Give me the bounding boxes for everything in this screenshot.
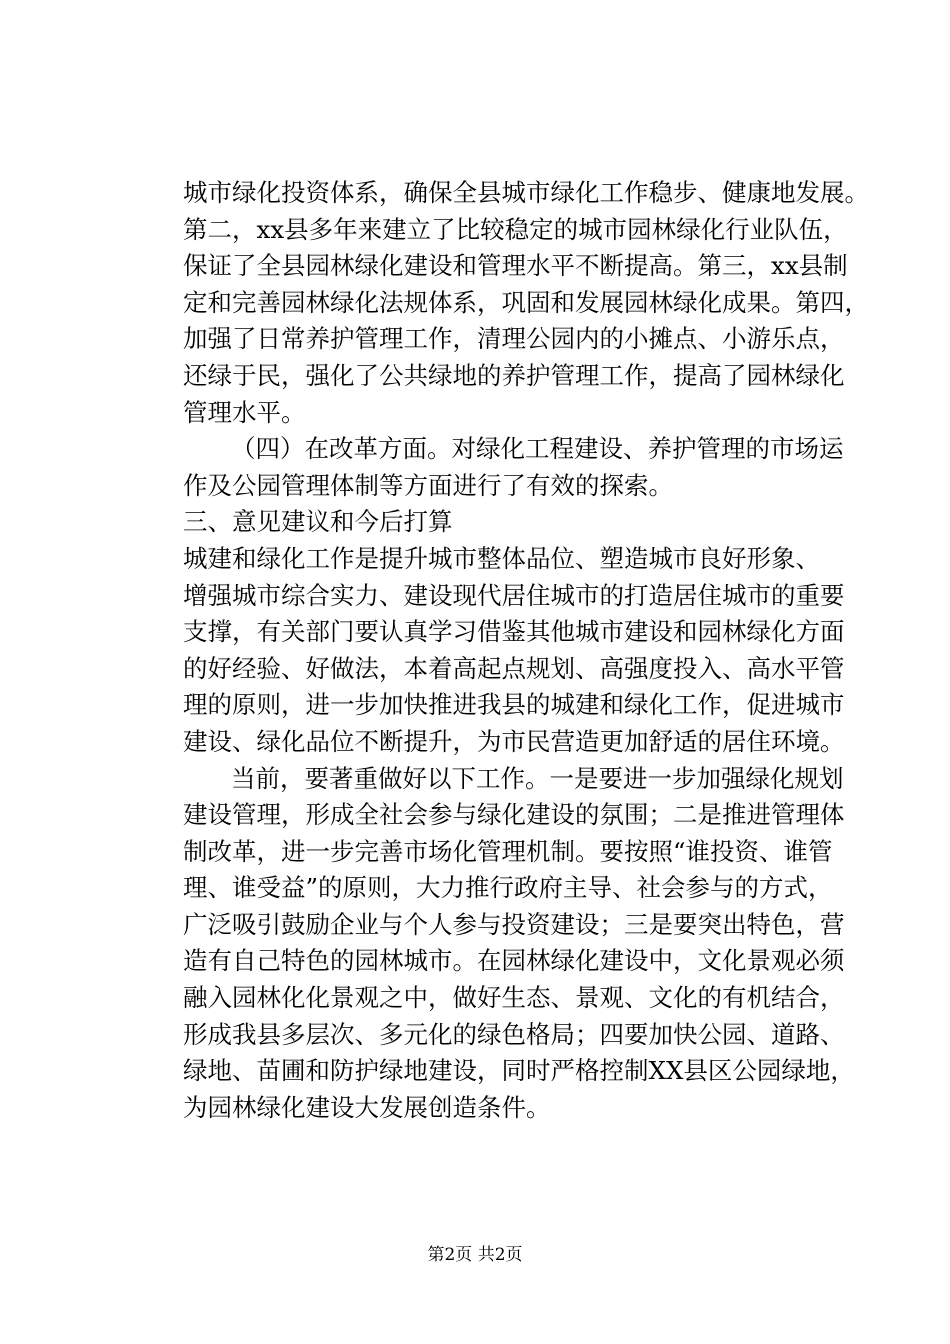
text-line: 理、谁受益”的原则，大力推行政府主导、社会参与的方式，	[183, 873, 833, 903]
section-heading-3: 三、意见建议和今后打算	[183, 507, 453, 537]
page-footer: 第2页 共2页	[427, 1245, 523, 1265]
text-line: 造有自己特色的园林城市。在园林绿化建设中，文化景观必须	[183, 946, 845, 976]
text-line: 为园林绿化建设大发展创造条件。	[183, 1092, 551, 1122]
text-line: 广泛吸引鼓励企业与个人参与投资建设；三是要突出特色，营	[183, 909, 845, 939]
text-line: 加强了日常养护管理工作，清理公园内的小摊点、小游乐点，	[183, 324, 845, 354]
text-line: 还绿于民，强化了公共绿地的养护管理工作，提高了园林绿化	[183, 360, 845, 390]
text-line: 管理水平。	[183, 397, 306, 427]
section-heading-4: （四）在改革方面。对绿化工程建设、养护管理的市场运	[231, 434, 844, 464]
text-line: 融入园林化化景观之中，做好生态、景观、文化的有机结合，	[183, 983, 845, 1013]
text-line: 第二，xx县多年来建立了比较稳定的城市园林绿化行业队伍，	[183, 214, 848, 244]
text-line: 形成我县多层次、多元化的绿色格局；四要加快公园、道路、	[183, 1019, 845, 1049]
text-line: 城建和绿化工作是提升城市整体品位、塑造城市良好形象、	[183, 543, 820, 573]
text-line: 理的原则，进一步加快推进我县的城建和绿化工作，促进城市	[183, 690, 845, 720]
text-line: 的好经验、好做法，本着高起点规划、高强度投入、高水平管	[183, 653, 845, 683]
text-line: 绿地、苗圃和防护绿地建设，同时严格控制XX县区公园绿地，	[183, 1056, 855, 1086]
text-line: 保证了全县园林绿化建设和管理水平不断提高。第三，xx县制	[183, 251, 848, 281]
text-line: 制改革，进一步完善市场化管理机制。要按照“谁投资、谁管	[183, 836, 833, 866]
text-line: 建设、绿化品位不断提升，为市民营造更加舒适的居住环境。	[183, 726, 845, 756]
text-line: 增强城市综合实力、建设现代居住城市的打造居住城市的重要	[183, 580, 845, 610]
text-line: 定和完善园林绿化法规体系，巩固和发展园林绿化成果。第四，	[183, 287, 869, 317]
paragraph-start: 当前，要著重做好以下工作。一是要进一步加强绿化规划	[231, 763, 844, 793]
text-line: 城市绿化投资体系，确保全县城市绿化工作稳步、健康地发展。	[183, 178, 869, 207]
text-line: 作及公园管理体制等方面进行了有效的探索。	[183, 470, 673, 500]
text-line: 支撑，有关部门要认真学习借鉴其他城市建设和园林绿化方面	[183, 617, 845, 647]
document-body	[183, 175, 869, 1126]
text-line: 建设管理，形成全社会参与绿化建设的氛围；二是推进管理体	[183, 800, 845, 830]
